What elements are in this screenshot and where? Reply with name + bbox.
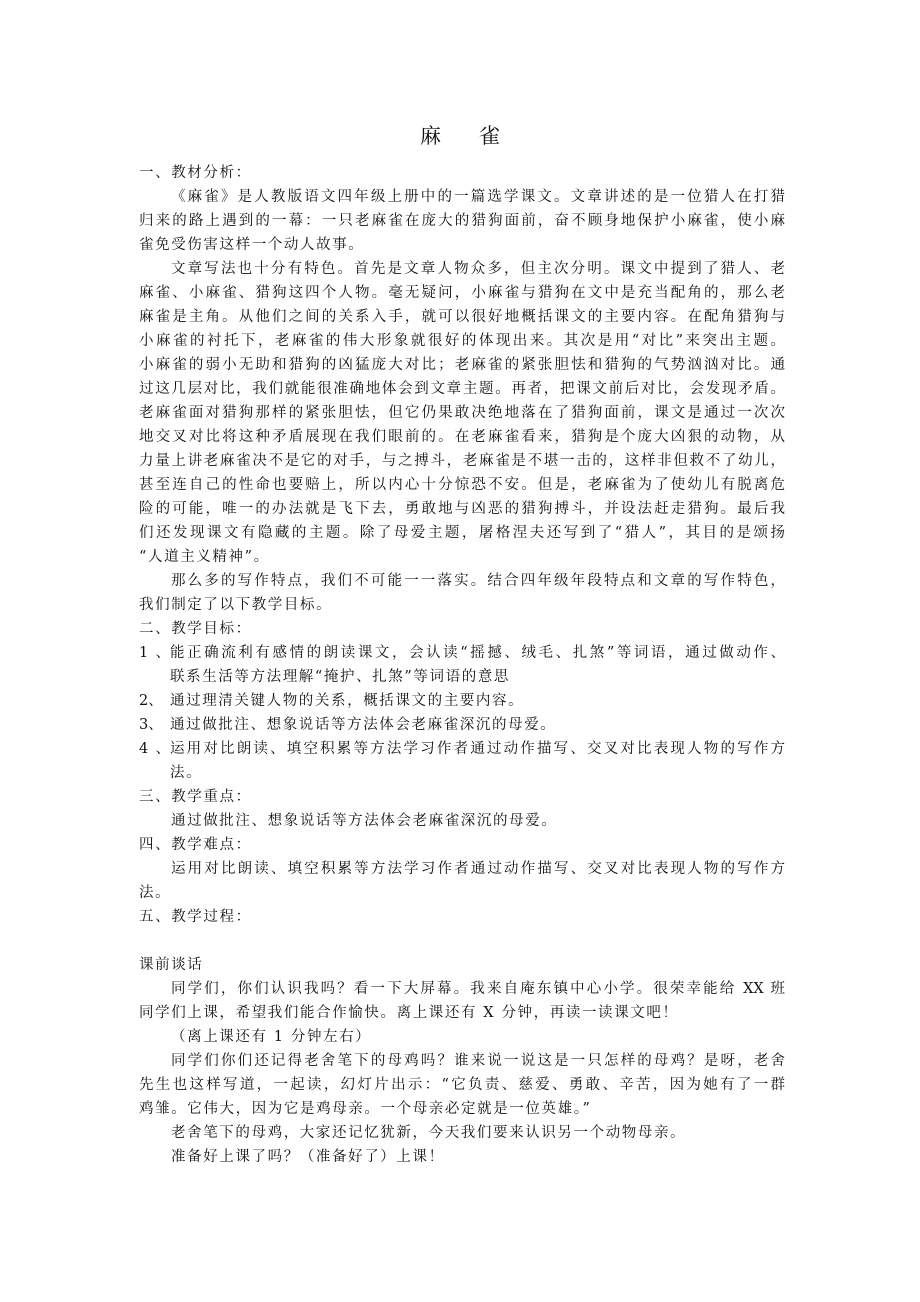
paragraph-line: 文章写法也十分有特色。首先是文章人物众多，但主次分明。课文中提到了猎人、老: [171, 261, 785, 277]
list-item: [139, 713, 785, 737]
list-item-continuation: 联系生活等方法理解“掩护、扎煞”等词语的意思: [170, 669, 511, 685]
text-line: 同学们上课，希望我们能合作愉快。离上课还有 X 分钟，再读一读课文吧！: [139, 1005, 679, 1021]
list-item-text: 通过做批注、想象说话等方法体会老麻雀深沉的母爱。: [170, 717, 557, 733]
text-line: 我们制定了以下教学目标。: [139, 597, 333, 613]
section-heading: 五、教学过程：: [139, 909, 252, 925]
text-line: 过这几层对比，我们就能很准确地体会到文章主题。再者，把课文前后对比，会发现矛盾。: [139, 381, 785, 397]
list-item-text: 运用对比朗读、填空积累等方法学习作者通过动作描写、交叉对比表现人物的写作方: [170, 741, 785, 757]
section-heading: 四、教学难点：: [139, 837, 252, 853]
text-line: 小麻雀的衬托下，老麻雀的伟大形象就很好的体现出来。其次是用“对比”来突出主题。: [139, 333, 785, 349]
paragraph-line: 那么多的写作特点，我们不可能一一落实。结合四年级年段特点和文章的写作特色，: [171, 573, 785, 589]
text-line: 麻雀、小麻雀、猎狗这四个人物。毫无疑问，小麻雀与猎狗在文中是充当配角的，那么老: [139, 285, 785, 301]
paragraph-line: 老舍笔下的母鸡，大家还记忆犹新，今天我们要来认识另一个动物母亲。: [171, 1125, 687, 1141]
paragraph-line: （离上课还有 1 分钟左右）: [171, 1029, 372, 1045]
document-title: 麻雀: [420, 124, 538, 148]
text-line: 小麻雀的弱小无助和猎狗的凶猛庞大对比；老麻雀的紧张胆怯和猎狗的气势汹汹对比。通: [139, 357, 785, 373]
list-number: 2、: [139, 693, 163, 709]
text-line: 先生也这样写道，一起读，幻灯片出示：“它负责、慈爱、勇敢、辛苦，因为她有了一群: [139, 1077, 785, 1093]
list-item-text: 通过理清关键人物的关系，概括课文的主要内容。: [170, 693, 525, 709]
text-line: 麻雀是主角。从他们之间的关系入手，就可以很好地概括课文的主要内容。在配角猎狗与: [139, 309, 785, 325]
list-number: 4、: [139, 741, 170, 757]
list-item: [139, 737, 785, 761]
list-number: 1、: [139, 645, 170, 661]
list-number: 3、: [139, 717, 163, 733]
section-heading: 一、教材分析：: [139, 165, 252, 181]
list-item: [139, 689, 785, 713]
section-heading: 三、教学重点：: [139, 789, 252, 805]
paragraph-line: 准备好上课了吗？（准备好了）上课！: [171, 1149, 445, 1165]
paragraph-line: 同学们，你们认识我吗？看一下大屏幕。我来自庵东镇中心小学。很荣幸能给 XX 班: [171, 981, 785, 997]
text-line: 雀免受伤害这样一个动人故事。: [139, 237, 365, 253]
paragraph-line: 《麻雀》是人教版语文四年级上册中的一篇选学课文。文章讲述的是一位猎人在打猎: [171, 189, 785, 205]
text-line: 归来的路上遇到的一幕：一只老麻雀在庞大的猎狗面前，奋不顾身地保护小麻雀，使小麻: [139, 213, 785, 229]
paragraph-line: 同学们你们还记得老舍笔下的母鸡吗？谁来说一说这是一只怎样的母鸡？是呀，老舍: [171, 1053, 785, 1069]
paragraph-line: 运用对比朗读、填空积累等方法学习作者通过动作描写、交叉对比表现人物的写作方: [171, 861, 785, 877]
section-heading: 二、教学目标：: [139, 621, 252, 637]
text-line: 老麻雀面对猎狗那样的紧张胆怯，但它仍果敢决绝地落在了猎狗面前，课文是通过一次次: [139, 405, 785, 421]
text-line: 法。: [139, 885, 172, 901]
subsection-heading: 课前谈话: [139, 957, 204, 973]
list-item-text: 能正确流利有感情的朗读课文，会认读“摇撼、绒毛、扎煞”等词语，通过做动作、: [170, 645, 785, 661]
paragraph-line: 通过做批注、想象说话等方法体会老麻雀深沉的母爱。: [171, 813, 558, 829]
text-line: 们还发现课文有隐藏的主题。除了母爱主题，屠格涅夫还写到了“猎人”，其目的是颂扬: [139, 525, 785, 541]
text-line: 鸡雏。它伟大，因为它是鸡母亲。一个母亲必定就是一位英雄。”: [139, 1101, 592, 1117]
text-line: 力量上讲老麻雀决不是它的对手，与之搏斗，老麻雀是不堪一击的，这样非但救不了幼儿，: [139, 453, 785, 469]
text-line: 地交叉对比将这种矛盾展现在我们眼前的。在老麻雀看来，猎狗是个庞大凶狠的动物，从: [139, 429, 785, 445]
list-item: [139, 641, 785, 665]
text-line: “人道主义精神”。: [139, 549, 270, 565]
document-body: [139, 161, 785, 1169]
text-line: 险的可能，唯一的办法就是飞下去，勇敢地与凶恶的猎狗搏斗，并设法赶走猎狗。最后我: [139, 501, 785, 517]
list-item-continuation: 法。: [170, 765, 203, 781]
text-line: 甚至连自己的性命也要赔上，所以内心十分惊恐不安。但是，老麻雀为了使幼儿有脱离危: [139, 477, 785, 493]
